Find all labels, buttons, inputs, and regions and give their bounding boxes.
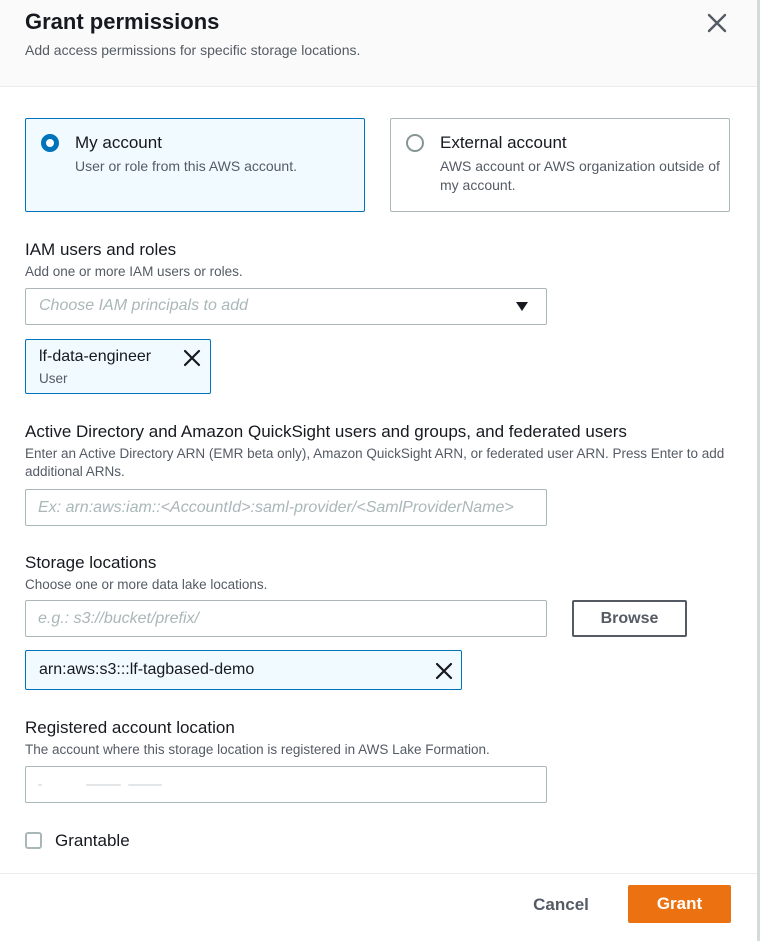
- iam-token: [25, 339, 211, 394]
- grant-button[interactable]: Grant: [628, 885, 731, 923]
- external-account-description: AWS account or AWS organization outside of my account.: [440, 158, 720, 193]
- redacted-text: [86, 784, 121, 786]
- registered-description: The account where this storage location is registered in AWS Lake Formation.: [25, 742, 490, 757]
- directory-arn-input[interactable]: [25, 489, 547, 526]
- grantable-checkbox[interactable]: [25, 832, 42, 849]
- iam-token-name: lf-data-engineer: [39, 348, 152, 365]
- registered-account-field: [25, 766, 547, 803]
- registered-label: Registered account location: [25, 718, 235, 737]
- dialog-title: Grant permissions: [25, 9, 220, 34]
- iam-select-placeholder: Choose IAM principals to add: [39, 297, 248, 314]
- storage-location-input[interactable]: [25, 600, 547, 637]
- dialog-subtitle: Add access permissions for specific storage locations.: [25, 42, 361, 58]
- my-account-tile[interactable]: [25, 118, 365, 212]
- storage-location-token: [25, 650, 462, 690]
- grantable-label: Grantable: [55, 831, 130, 850]
- external-account-radio[interactable]: [406, 134, 424, 152]
- directory-description: Enter an Active Directory ARN (EMR beta only), Amazon QuickSight ARN, or federated user ARN. Press Enter to add additional ARNs.: [25, 446, 725, 479]
- iam-description: Add one or more IAM users or roles.: [25, 264, 243, 279]
- directory-label: Active Directory and Amazon QuickSight users and groups, and federated users: [25, 422, 627, 441]
- close-icon[interactable]: [705, 11, 729, 35]
- cancel-button[interactable]: Cancel: [533, 894, 589, 914]
- browse-button[interactable]: Browse: [572, 600, 687, 637]
- caret-down-icon: [516, 302, 528, 311]
- iam-label: IAM users and roles: [25, 240, 177, 259]
- remove-token-icon[interactable]: [182, 348, 202, 368]
- storage-label: Storage locations: [25, 553, 157, 572]
- storage-location-value: arn:aws:s3:::lf-tagbased-demo: [39, 661, 255, 678]
- my-account-radio[interactable]: [41, 134, 59, 152]
- redacted-text: [38, 784, 42, 786]
- iam-principal-select[interactable]: [25, 288, 547, 325]
- iam-token-type: User: [39, 371, 68, 386]
- dialog-header: [0, 0, 760, 87]
- storage-description: Choose one or more data lake locations.: [25, 577, 268, 592]
- my-account-description: User or role from this AWS account.: [75, 158, 297, 174]
- remove-location-icon[interactable]: [434, 661, 454, 681]
- redacted-text: [128, 784, 162, 786]
- external-account-tile[interactable]: [390, 118, 730, 212]
- external-account-title: External account: [440, 133, 567, 152]
- my-account-title: My account: [75, 133, 162, 152]
